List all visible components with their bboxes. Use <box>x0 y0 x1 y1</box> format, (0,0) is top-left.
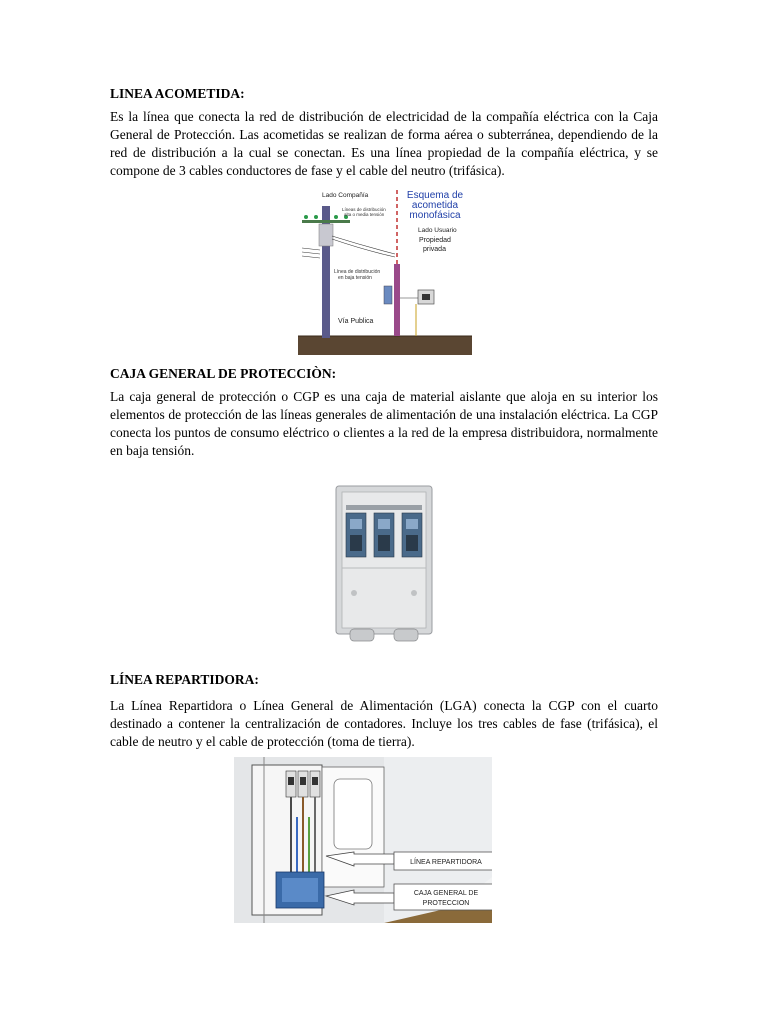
heading-caja-general: CAJA GENERAL DE PROTECCIÒN: <box>110 366 337 381</box>
paragraph-linea-acometida: Es la línea que conecta la red de distribución de electricidad de la compañía eléctrica con la Caja General de Protección. Las acometidas se realizan de forma aérea o subterránea, dependiendo de la red de distribución a la cual se conectan. Es una línea propiedad de la compañía eléctrica, y se compone de 3 cables conductores de fase y el cable del neutro (trifásica). <box>110 109 658 178</box>
paragraph-linea-repartidora: La Línea Repartidora o Línea General de Alimentación (LGA) conecta la CGP con el cuarto destinado a contener la centralización de contadores. Incluye los tres cables de fase (trifásica), el cable de neutro y el cable de protección (toma de tierra). <box>110 698 658 749</box>
fuse-base-1 <box>346 513 366 557</box>
linea-repartidora-diagram <box>234 757 492 923</box>
cgp-box-photo <box>332 483 436 646</box>
transformer <box>319 224 333 246</box>
user-mast <box>394 264 400 336</box>
diagram-title-line3: monofásica <box>409 210 461 221</box>
label-caja-2: PROTECCION <box>422 900 470 907</box>
heading-linea-acometida: LINEA ACOMETIDA: <box>110 86 245 101</box>
cgp-box <box>384 286 392 304</box>
label-linea-repartidora: LÍNEA REPARTIDORA <box>410 859 482 866</box>
heading-linea-repartidora: LÍNEA REPARTIDORA: <box>110 672 259 687</box>
fuse-base-2 <box>374 513 394 557</box>
label-via-publica: Vía Publica <box>338 318 374 325</box>
label-lineas-alta-1: Líneas de distribución <box>342 207 386 212</box>
diagram-title-line1: Esquema de <box>406 190 464 201</box>
label-privada: privada <box>423 246 446 253</box>
label-lado-compania: Lado Compañía <box>322 192 369 199</box>
label-lineas-alta-2: alta o media tensión <box>344 212 385 217</box>
fuse-base-3 <box>402 513 422 557</box>
label-lado-usuario: Lado Usuario <box>418 227 457 234</box>
crossarm <box>302 220 350 223</box>
ground-strip <box>298 336 472 355</box>
label-lineas-baja-1: Línea de distribución <box>334 269 381 275</box>
paragraph-caja-general: La caja general de protección o CGP es una caja de material aislante que aloja en su interior los elementos de protección de las líneas generales de alimentación de una instalación eléctrica. La CGP conecta los puntos de consumo eléctrico o clientes a la red de la empresa distribuidora, normalmente en baja tensión. <box>110 389 658 458</box>
label-lineas-baja-2: en baja tensión <box>338 275 372 281</box>
label-caja-1: CAJA GENERAL DE <box>413 890 479 897</box>
diagram-title-line2: acometida <box>411 200 459 211</box>
label-propiedad: Propiedad <box>419 237 451 244</box>
acometida-diagram <box>298 186 472 355</box>
